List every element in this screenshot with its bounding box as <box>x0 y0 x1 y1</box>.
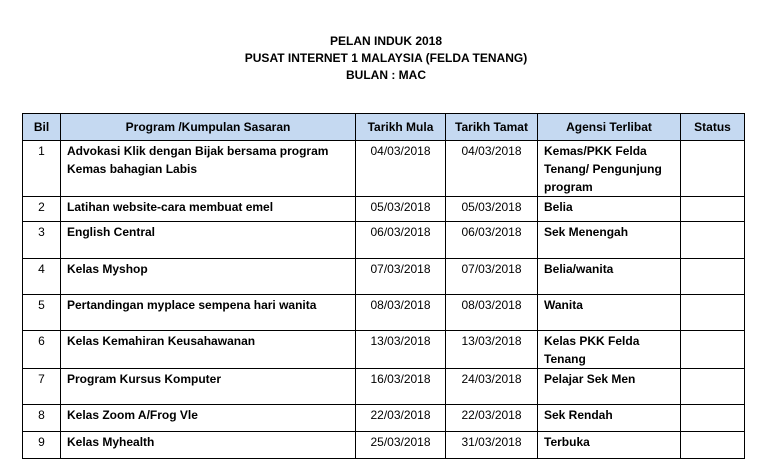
cell-status <box>681 369 745 405</box>
cell-tarikh-tamat: 22/03/2018 <box>446 405 538 432</box>
cell-tarikh-mula: 08/03/2018 <box>356 295 446 331</box>
title-month: BULAN : MAC <box>346 68 426 82</box>
column-header-tarikh-tamat: Tarikh Tamat <box>446 114 538 141</box>
cell-program: Pertandingan myplace sempena hari wanita <box>61 295 356 331</box>
cell-bil: 9 <box>23 432 61 459</box>
cell-bil: 7 <box>23 369 61 405</box>
document-title-block <box>0 33 768 84</box>
cell-tarikh-tamat: 13/03/2018 <box>446 331 538 369</box>
cell-tarikh-mula: 16/03/2018 <box>356 369 446 405</box>
cell-tarikh-tamat: 31/03/2018 <box>446 432 538 459</box>
column-header-bil: Bil <box>23 114 61 141</box>
cell-tarikh-mula: 05/03/2018 <box>356 197 446 222</box>
column-header-agensi: Agensi Terlibat <box>538 114 681 141</box>
cell-tarikh-mula: 07/03/2018 <box>356 259 446 295</box>
cell-tarikh-tamat: 05/03/2018 <box>446 197 538 222</box>
table-row <box>23 197 745 222</box>
cell-tarikh-tamat: 07/03/2018 <box>446 259 538 295</box>
cell-program: Latihan website-cara membuat emel <box>61 197 356 222</box>
plan-table <box>22 113 745 459</box>
table-row <box>23 259 745 295</box>
cell-tarikh-mula: 13/03/2018 <box>356 331 446 369</box>
cell-agensi: Kemas/PKK Felda Tenang/ Pengunjung program <box>538 141 681 197</box>
cell-status <box>681 141 745 197</box>
column-header-status: Status <box>681 114 745 141</box>
cell-program: Kelas Kemahiran Keusahawanan <box>61 331 356 369</box>
cell-program: Kelas Myhealth <box>61 432 356 459</box>
cell-agensi: Sek Menengah <box>538 222 681 259</box>
cell-status <box>681 222 745 259</box>
cell-bil: 8 <box>23 405 61 432</box>
cell-bil: 2 <box>23 197 61 222</box>
cell-status <box>681 259 745 295</box>
table-row <box>23 369 745 405</box>
table-row <box>23 331 745 369</box>
cell-agensi: Wanita <box>538 295 681 331</box>
cell-bil: 5 <box>23 295 61 331</box>
cell-agensi: Belia <box>538 197 681 222</box>
cell-program: Advokasi Klik dengan Bijak bersama program Kemas bahagian Labis <box>61 141 356 197</box>
cell-agensi: Pelajar Sek Men <box>538 369 681 405</box>
cell-status <box>681 295 745 331</box>
cell-program: Kelas Zoom A/Frog Vle <box>61 405 356 432</box>
title-center-name: PUSAT INTERNET 1 MALAYSIA (FELDA TENANG) <box>244 51 528 65</box>
cell-tarikh-mula: 06/03/2018 <box>356 222 446 259</box>
cell-tarikh-mula: 04/03/2018 <box>356 141 446 197</box>
cell-bil: 4 <box>23 259 61 295</box>
cell-tarikh-mula: 25/03/2018 <box>356 432 446 459</box>
cell-bil: 6 <box>23 331 61 369</box>
cell-agensi: Sek Rendah <box>538 405 681 432</box>
cell-bil: 1 <box>23 141 61 197</box>
cell-status <box>681 331 745 369</box>
column-header-program: Program /Kumpulan Sasaran <box>61 114 356 141</box>
cell-program: Program Kursus Komputer <box>61 369 356 405</box>
cell-tarikh-tamat: 24/03/2018 <box>446 369 538 405</box>
cell-agensi: Terbuka <box>538 432 681 459</box>
table-header-row <box>23 114 745 141</box>
title-plan: PELAN INDUK 2018 <box>329 34 443 48</box>
cell-program: English Central <box>61 222 356 259</box>
table-row <box>23 222 745 259</box>
cell-status <box>681 432 745 459</box>
table-row <box>23 405 745 432</box>
cell-status <box>681 197 745 222</box>
table-row <box>23 141 745 197</box>
cell-status <box>681 405 745 432</box>
cell-tarikh-mula: 22/03/2018 <box>356 405 446 432</box>
cell-tarikh-tamat: 06/03/2018 <box>446 222 538 259</box>
cell-program: Kelas Myshop <box>61 259 356 295</box>
column-header-tarikh-mula: Tarikh Mula <box>356 114 446 141</box>
cell-agensi: Belia/wanita <box>538 259 681 295</box>
cell-tarikh-tamat: 08/03/2018 <box>446 295 538 331</box>
table-row <box>23 295 745 331</box>
cell-tarikh-tamat: 04/03/2018 <box>446 141 538 197</box>
cell-agensi: Kelas PKK Felda Tenang <box>538 331 681 369</box>
table-row <box>23 432 745 459</box>
cell-bil: 3 <box>23 222 61 259</box>
